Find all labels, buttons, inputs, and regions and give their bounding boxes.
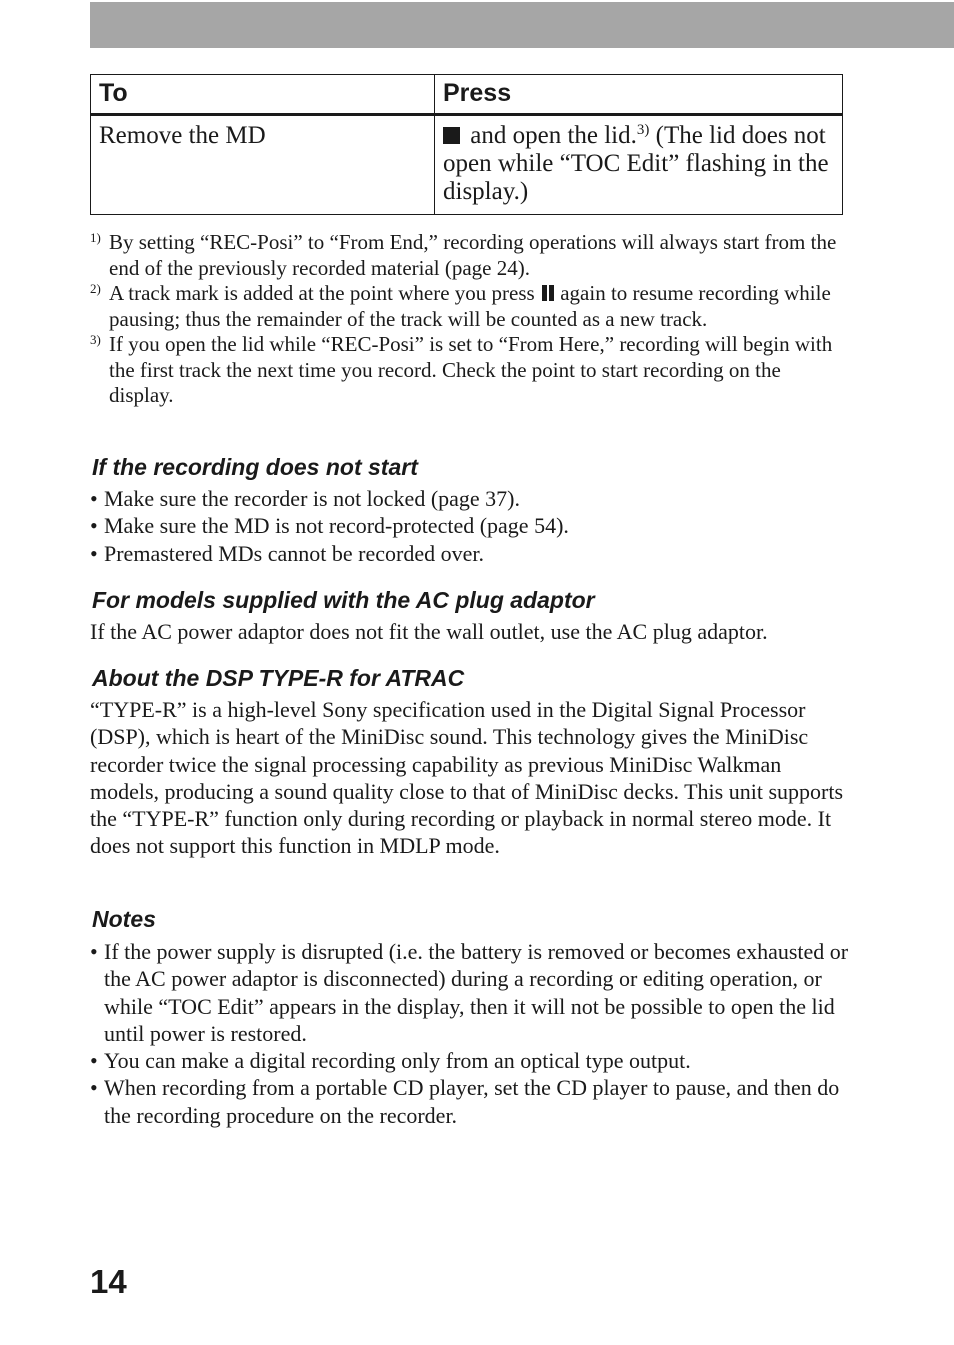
- not-start-list: [90, 485, 850, 567]
- operation-table: [90, 74, 843, 215]
- notes-list: [90, 938, 850, 1129]
- footnote-ref-3: 3): [636, 122, 650, 138]
- heading-ac-plug: For models supplied with the AC plug adaptor: [92, 587, 595, 613]
- heading-notes: Notes: [92, 906, 156, 932]
- footnote-3: [90, 332, 850, 409]
- list-item: • Premastered MDs cannot be recorded over.: [90, 540, 850, 567]
- ac-plug-paragraph: If the AC power adaptor does not fit the wall outlet, use the AC plug adaptor.: [90, 619, 768, 644]
- footnote-mark: 3): [90, 332, 101, 347]
- footnote-1: [90, 230, 850, 281]
- list-item: • When recording from a portable CD player, set the CD player to pause, and then do the recording procedure on the recorder.: [90, 1074, 850, 1129]
- footnote-text-b: again to resume recording while pausing; thus the remainder of the track will be counted as a new track.: [109, 281, 831, 331]
- heading-recording-not-start: If the recording does not start: [92, 454, 418, 480]
- table-cell-action: Remove the MD: [91, 115, 435, 215]
- heading-dsp-type-r: About the DSP TYPE-R for ATRAC: [92, 665, 465, 691]
- page-number: 14: [90, 1263, 127, 1300]
- footnote-2: [90, 281, 850, 332]
- dsp-paragraph: “TYPE-R” is a high-level Sony specification used in the Digital Signal Processor (DSP), which is heart of the MiniDisc sound. This technology gives the MiniDisc recorder twice the signal processing capability as previous MiniDisc Walkman models, producing a sound quality close to that of MiniDisc decks. This unit supports the “TYPE-R” function only during recording or playback in normal stereo mode. It does not support this function in MDLP mode.: [90, 697, 844, 859]
- list-item: • You can make a digital recording only from an optical type output.: [90, 1047, 850, 1074]
- list-item: • Make sure the MD is not record-protected (page 54).: [90, 512, 850, 539]
- footnote-mark: 1): [90, 230, 101, 245]
- list-item: • Make sure the recorder is not locked (page 37).: [90, 485, 850, 512]
- table-cell-press: [435, 115, 843, 215]
- pause-icon: [540, 285, 555, 301]
- press-text-a: and open the lid.: [470, 122, 637, 149]
- stop-square-icon: [443, 127, 460, 144]
- table-header-to: To: [91, 75, 435, 115]
- press-text-b: (The lid does not open while “TOC Edit” flashing in the display.): [443, 122, 829, 205]
- footnote-mark: 2): [90, 281, 101, 296]
- footnotes: [90, 230, 850, 409]
- table-header-row: [91, 75, 843, 115]
- list-item: • If the power supply is disrupted (i.e. the battery is removed or becomes exhausted or the AC power adaptor is disconnected) during a recording or editing operation, or while “TOC Edit” appears in the display, then it will not be possible to open the lid until power is restored.: [90, 938, 850, 1047]
- footnote-text: By setting “REC-Posi” to “From End,” recording operations will always start from the end of the previously recorded material (page 24).: [109, 230, 837, 280]
- table-header-press: Press: [435, 75, 843, 115]
- footnote-text-a: A track mark is added at the point where you press: [109, 281, 540, 305]
- table-row: [91, 115, 843, 215]
- header-bar: [90, 2, 954, 48]
- footnote-text: If you open the lid while “REC-Posi” is set to “From Here,” recording will begin with the first track the next time you record. Check the point to start recording on the display.: [109, 332, 833, 407]
